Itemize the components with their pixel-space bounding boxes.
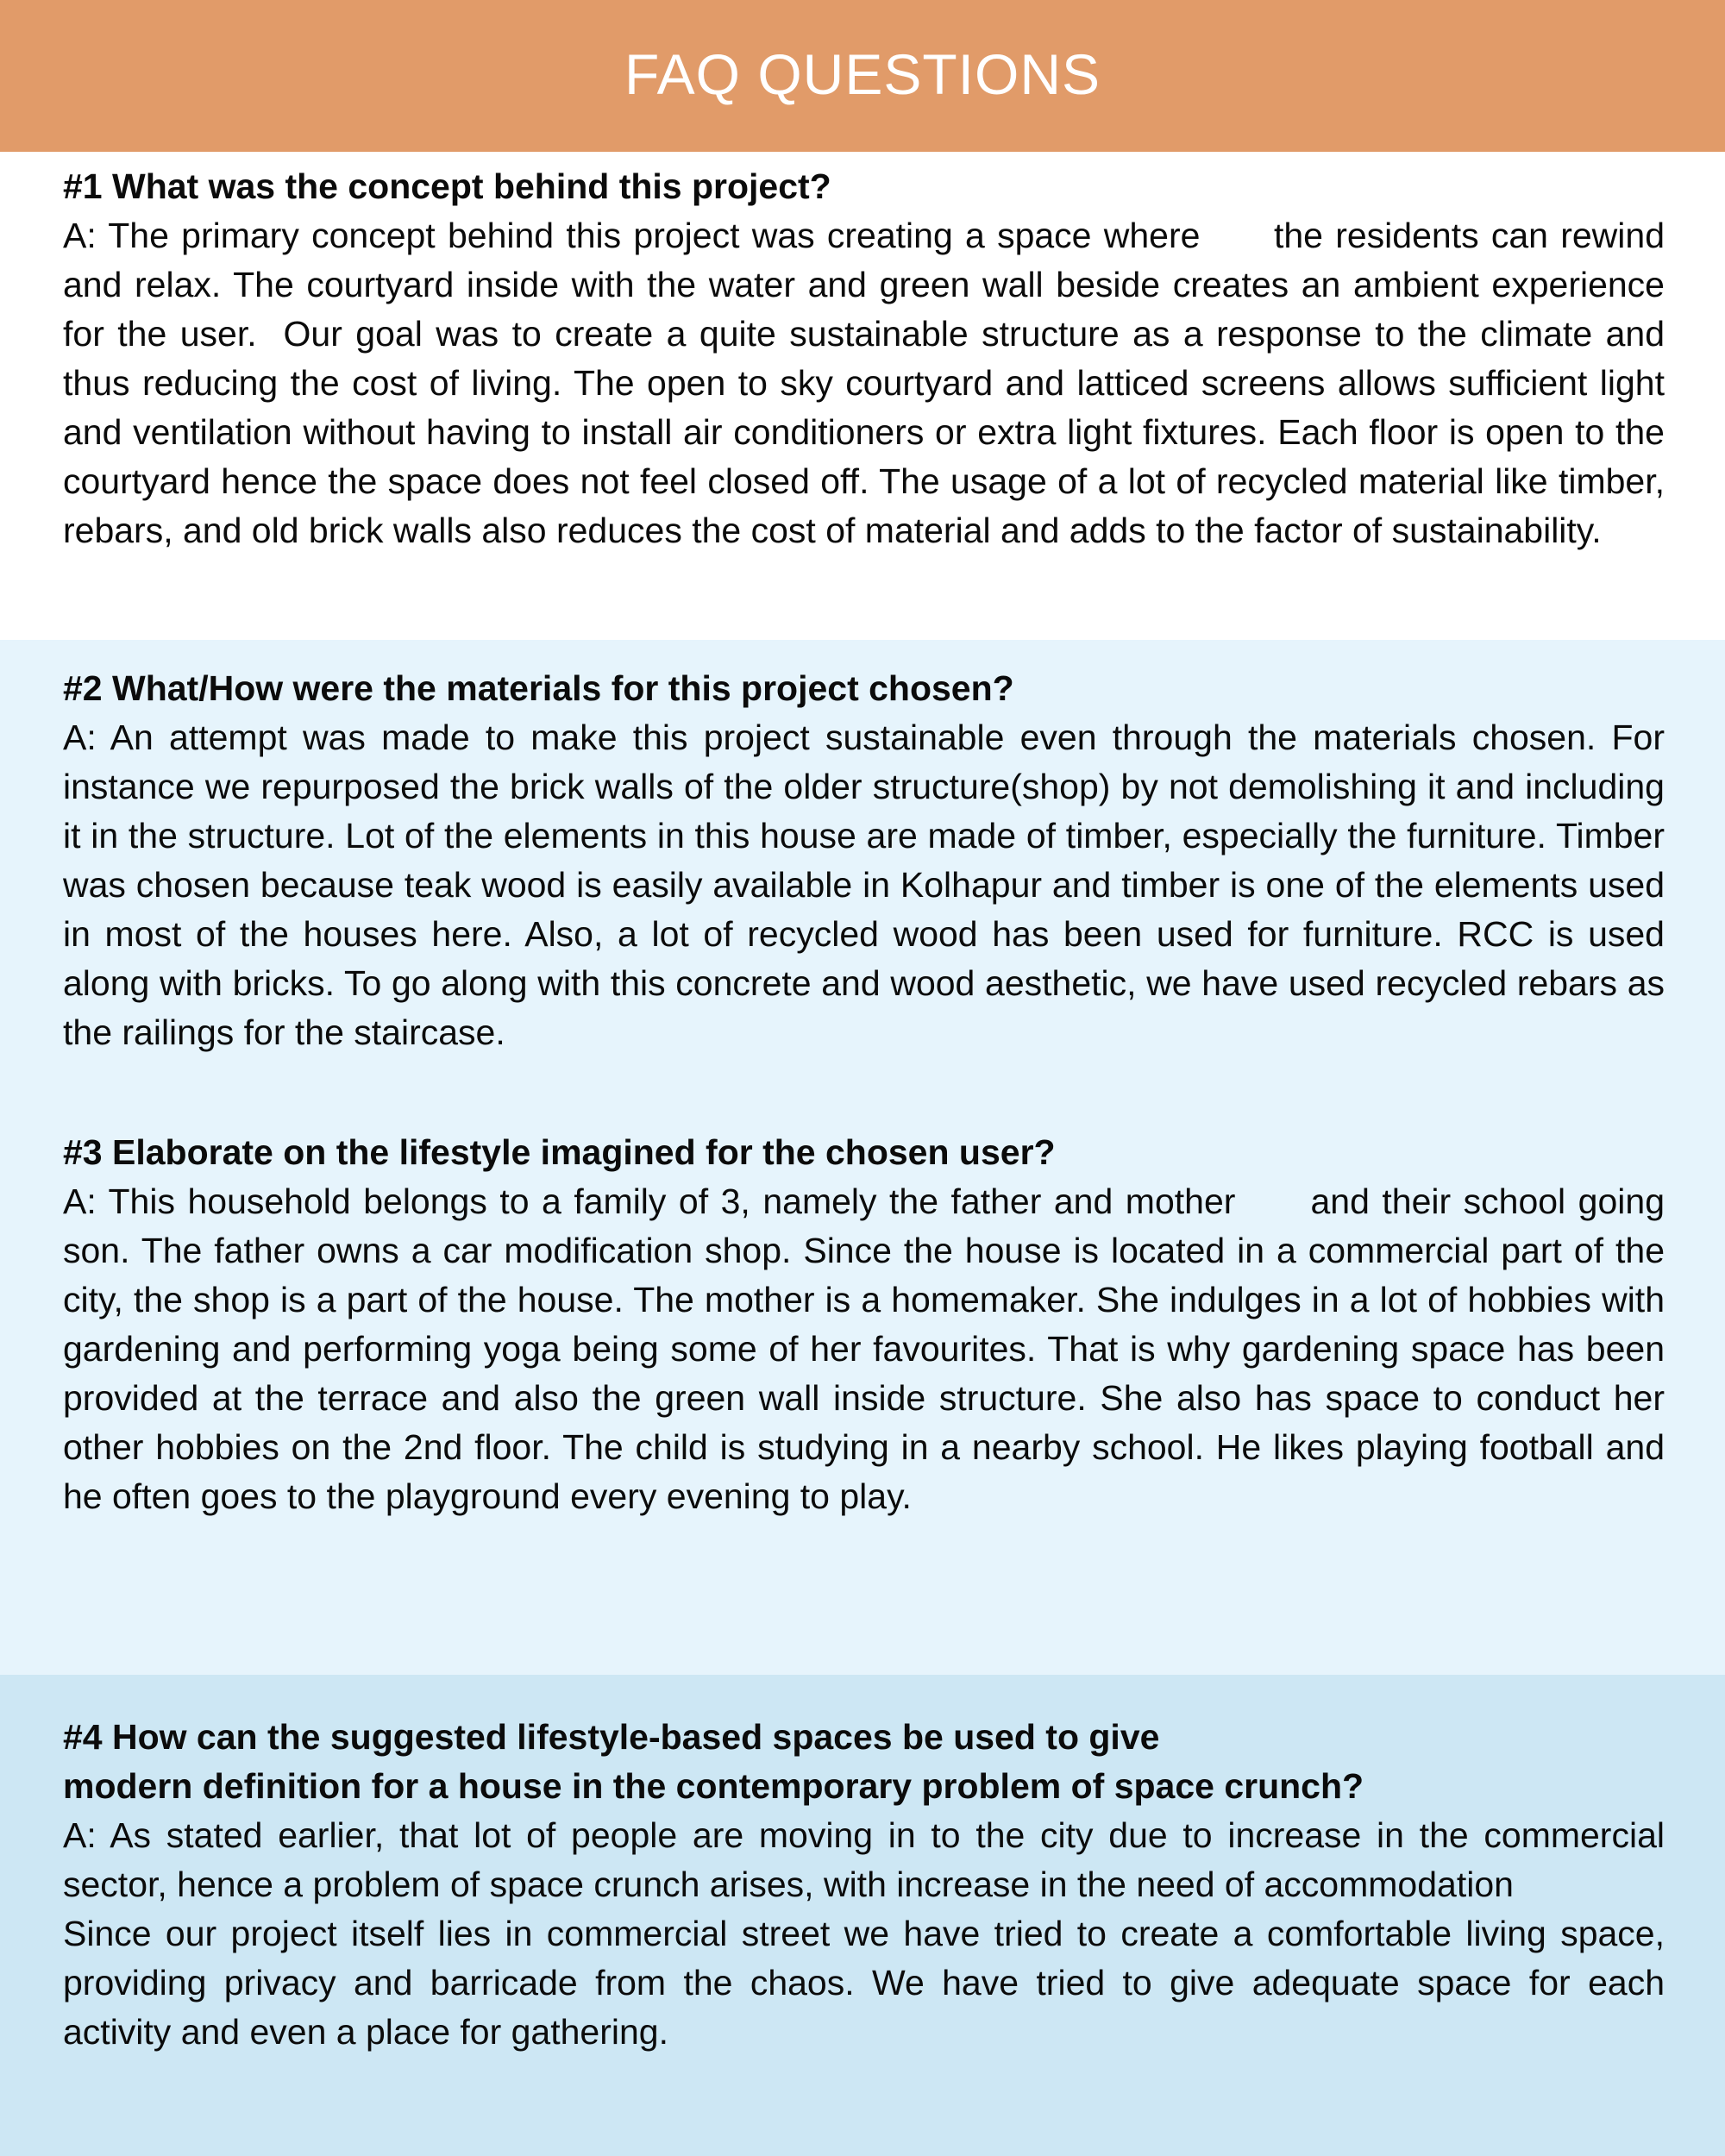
- page-title: FAQ QUESTIONS: [624, 42, 1101, 106]
- faq-item-3: [63, 1128, 1665, 1521]
- faq-answer-1: A: The primary concept behind this project was creating a space where the residents can rewind and relax. The courtyard inside with the water and green wall beside creates an ambient experience for the user. Our goal was to create a quite sustainable structure as a response to the climate and thus reducing the cost of living. The open to sky courtyard and latticed screens allows sufficient light and ventilation without having to install air conditioners or extra light fixtures. Each floor is open to the courtyard hence the space does not feel closed off. The usage of a lot of recycled material like timber, rebars, and old brick walls also reduces the cost of material and adds to the factor of sustainability.: [63, 216, 1665, 550]
- faq-question-3: #3 Elaborate on the lifestyle imagined for the chosen user?: [63, 1132, 1056, 1172]
- faq-item-1: [63, 162, 1665, 555]
- faq-section-1: [0, 152, 1725, 640]
- faq-question-2: #2 What/How were the materials for this project chosen?: [63, 668, 1014, 708]
- faq-question-1: #1 What was the concept behind this project?: [63, 166, 831, 206]
- faq-answer-4-part-2: Since our project itself lies in commercial street we have tried to create a comfortable living space, providing privacy and barricade from the chaos. We have tried to give adequate space for each activity and even a place for gathering.: [63, 1914, 1665, 2052]
- faq-answer-3: A: This household belongs to a family of 3, namely the father and mother and their school going son. The father owns a car modification shop. Since the house is located in a commercial part of the city, the shop is a part of the house. The mother is a homemaker. She indulges in a lot of hobbies with gardening and performing yoga being some of her favourites. That is why gardening space has been provided at the terrace and also the green wall inside structure. She also has space to conduct her other hobbies on the 2nd floor. The child is studying in a nearby school. He likes playing football and he often goes to the playground every evening to play.: [63, 1181, 1665, 1516]
- faq-item-4: [63, 1713, 1665, 2057]
- faq-answer-4-part-1: A: As stated earlier, that lot of people are moving in to the city due to increase in the commercial sector, hence a problem of space crunch arises, with increase in the need of accommodation: [63, 1815, 1665, 1904]
- faq-section-4: [0, 1675, 1725, 2156]
- faq-question-4-line-1: #4 How can the suggested lifestyle-based spaces be used to give: [63, 1717, 1160, 1757]
- header-banner: [0, 0, 1725, 152]
- faq-item-2: [63, 664, 1665, 1057]
- faq-section-2-3: [0, 640, 1725, 1675]
- faq-question-4-line-2: modern definition for a house in the contemporary problem of space crunch?: [63, 1766, 1364, 1806]
- faq-answer-2: A: An attempt was made to make this project sustainable even through the materials chosen. For instance we repurposed the brick walls of the older structure(shop) by not demolishing it and including it in the structure. Lot of the elements in this house are made of timber, especially the furniture. Timber was chosen because teak wood is easily available in Kolhapur and timber is one of the elements used in most of the houses here. Also, a lot of recycled wood has been used for furniture. RCC is used along with bricks. To go along with this concrete and wood aesthetic, we have used recycled rebars as the railings for the staircase.: [63, 718, 1665, 1052]
